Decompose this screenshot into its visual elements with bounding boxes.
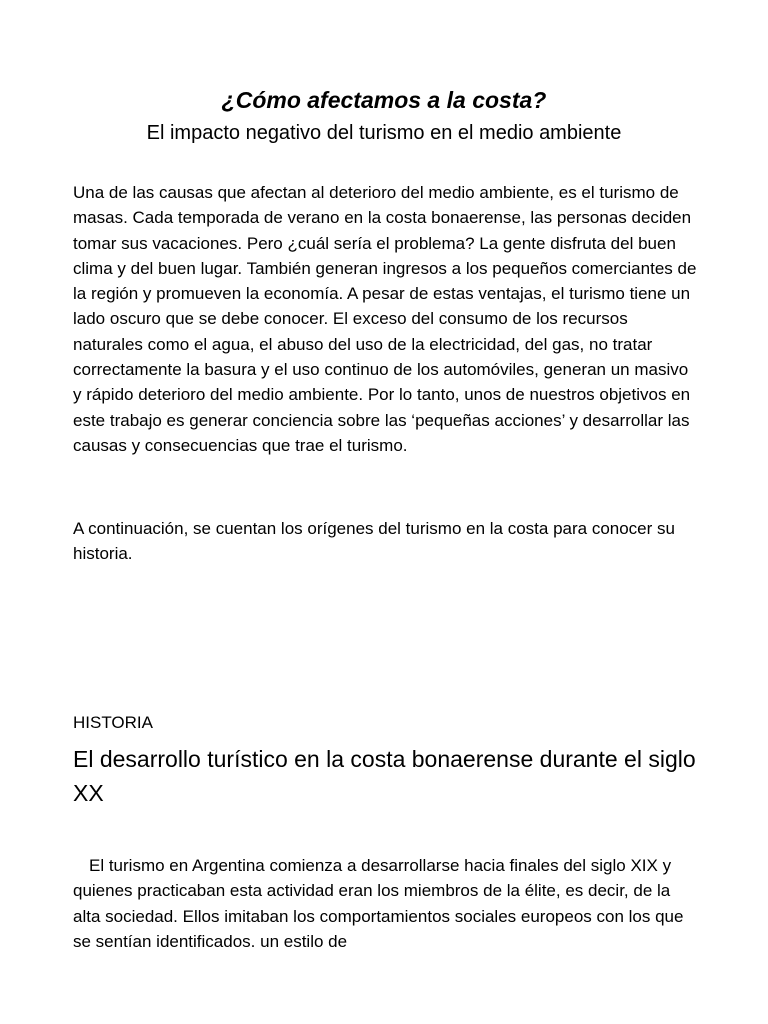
intro-paragraph: Una de las causas que afectan al deterioro del medio ambiente, es el turismo de masas. Cada temporada de verano en la costa bonaerense, las personas deciden tomar sus vacaciones. Pero ¿cuál sería el problema? La gente disfruta del buen clima y del buen lugar. También generan ingresos a los pequeños comerciantes de la región y promueven la economía. A pesar de estas ventajas, el turismo tiene un lado oscuro que se debe conocer. El exceso del consumo de los recursos naturales como el agua, el abuso del uso de la electricidad, del gas, no tratar correctamente la basura y el uso continuo de los automóviles, generan un masivo y rápido deterioro del medio ambiente. Por lo tanto, unos de nuestros objetivos en este trabajo es generar conciencia sobre las ‘pequeñas acciones’ y desarrollar las causas y consecuencias que trae el turismo. bbox=[73, 183, 697, 455]
history-paragraph: El turismo en Argentina comienza a desarrollarse hacia finales del siglo XIX y quienes practicaban esta actividad eran los miembros de la élite, es decir, de la alta sociedad. Ellos imitaban los comportamientos sociales europeos con los que se sentían identificados. un estilo de bbox=[73, 856, 684, 951]
section-label: HISTORIA bbox=[73, 713, 153, 732]
document-subtitle: El impacto negativo del turismo en el medio ambiente bbox=[146, 122, 622, 144]
section-title: El desarrollo turístico en la costa bonaerense durante el siglo XX bbox=[73, 746, 696, 806]
continuation-paragraph: A continuación, se cuentan los orígenes del turismo en la costa para conocer su historia. bbox=[73, 519, 675, 564]
document-title: ¿Cómo afectamos a la costa? bbox=[221, 87, 547, 113]
